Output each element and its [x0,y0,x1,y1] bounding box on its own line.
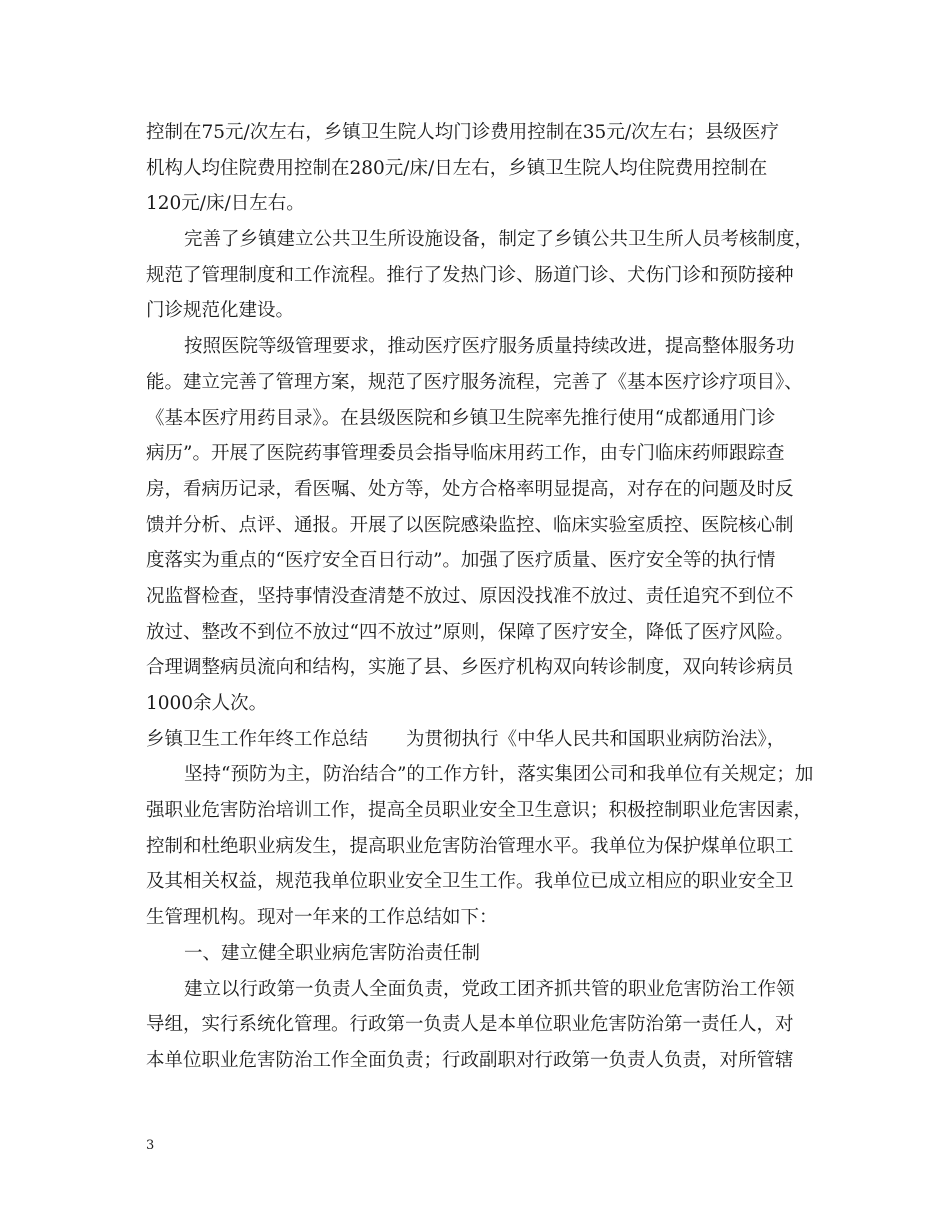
section-title-line [146,722,806,758]
paragraph-line: 坚持“预防为主，防治结合”的工作方针，落实集团公司和我单位有关规定；加 [184,764,814,786]
section-title: 乡镇卫生工作年终工作总结 [146,728,369,750]
paragraph-line: 病历”。开展了医院药事管理委员会指导临床用药工作，由专门临床药师跟踪查 [146,443,785,465]
paragraph-line: 及其相关权益，规范我单位职业安全卫生工作。我单位已成立相应的职业安全卫 [146,871,794,893]
paragraph-line: 门诊规范化建设。 [146,300,295,322]
paragraph-line: 房，看病历记录，看医嘱、处方等，处方合格率明显提高，对存在的问题及时反 [146,478,794,500]
paragraph-line: 导组，实行系统化管理。行政第一负责人是本单位职业危害防治第一责任人，对 [146,1014,794,1036]
paragraph-line: 完善了乡镇建立公共卫生所设施设备，制定了乡镇公共卫生所人员考核制度， [184,229,814,251]
paragraph-line: 规范了管理制度和工作流程。推行了发热门诊、肠道门诊、犬伤门诊和预防接种 [146,264,794,286]
paragraph-line: 《基本医疗用药目录》。在县级医院和乡镇卫生院率先推行使用“成都通用门诊 [146,407,776,429]
paragraph-line: 控制和杜绝职业病发生，提高职业危害防治管理水平。我单位为保护煤单位职工 [146,835,794,857]
paragraph-line: 控制在75元/次左右，乡镇卫生院人均门诊费用控制在35元/次左右；县级医疗 [146,122,780,143]
paragraph-line: 建立以行政第一负责人全面负责，党政工团齐抓共管的职业危害防治工作领 [184,978,795,1000]
section-title-tail: 为贯彻执行《中华人民共和国职业病防治法》， [406,728,786,750]
paragraph-line: 馈并分析、点评、通报。开展了以医院感染监控、临床实验室质控、医院核心制 [146,514,794,536]
paragraph-line: 强职业危害防治培训工作，提高全员职业安全卫生意识；积极控制职业危害因素， [146,800,813,822]
paragraph-line: 度落实为重点的“医疗安全百日行动”。加强了医疗质量、医疗安全等的执行情 [146,550,776,572]
paragraph-line: 机构人均住院费用控制在280元/床/日左右，乡镇卫生院人均住院费用控制在 [146,157,768,179]
paragraph-line: 合理调整病员流向和结构，实施了县、乡医疗机构双向转诊制度，双向转诊病员 [146,657,794,679]
paragraph-line: 120元/床/日左右。 [146,193,305,215]
section-heading: 一、建立健全职业病危害防治责任制 [184,942,481,964]
document-body [146,115,814,1079]
paragraph-line: 放过、整改不到位不放过“四不放过”原则，保障了医疗安全，降低了医疗风险。 [146,621,794,643]
paragraph-line: 本单位职业危害防治工作全面负责；行政副职对行政第一负责人负责，对所管辖 [146,1049,794,1071]
page-number: 3 [146,1138,155,1153]
paragraph-line: 能。建立完善了管理方案，规范了医疗服务流程，完善了《基本医疗诊疗项目》、 [146,371,803,393]
paragraph-line: 生管理机构。现对一年来的工作总结如下： [146,907,498,929]
paragraph-line: 按照医院等级管理要求，推动医疗医疗服务质量持续改进，提高整体服务功 [184,336,795,358]
paragraph-line: 况监督检查，坚持事情没查清楚不放过、原因没找准不放过、责任追究不到位不 [146,585,794,607]
paragraph-line: 1000余人次。 [146,693,268,714]
